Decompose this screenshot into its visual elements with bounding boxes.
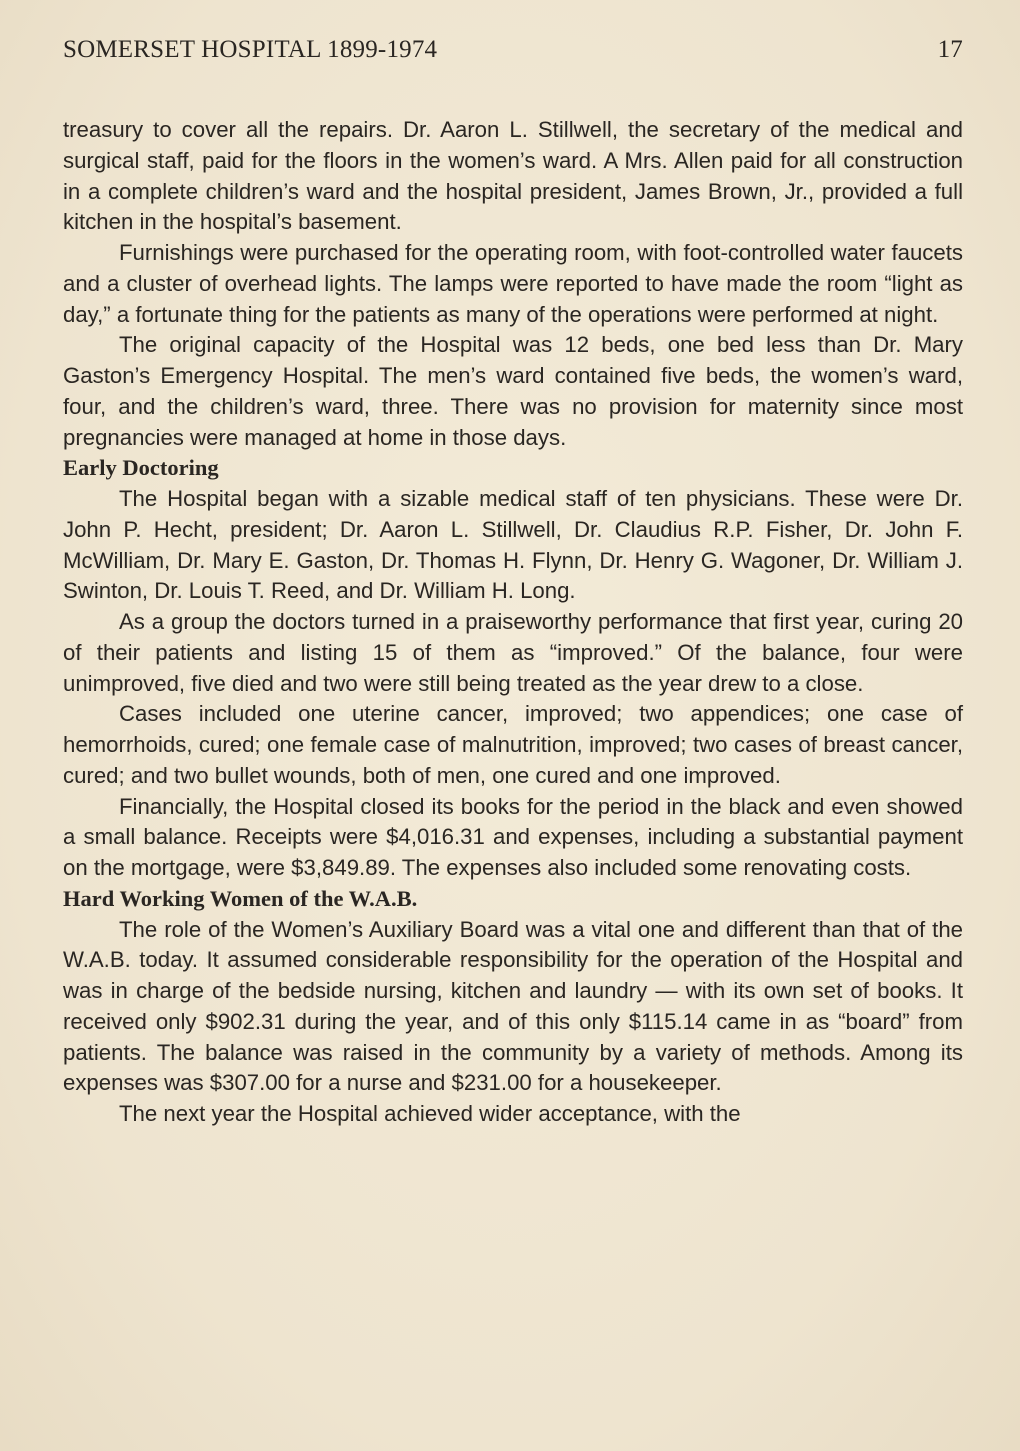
page-body	[63, 115, 963, 1130]
running-title: SOMERSET HOSPITAL 1899-1974	[63, 36, 438, 63]
paragraph: The next year the Hospital achieved wider acceptance, with the	[119, 1101, 741, 1126]
section-heading: Hard Working Women of the W.A.B.	[63, 885, 418, 911]
paragraph: treasury to cover all the repairs. Dr. Aaron L. Stillwell, the secretary of the medical and surgical staff, paid for the floors in the women’s ward. A Mrs. Allen paid for all construction in a complete children’s ward and the hospital president, James Brown, Jr., provided a full kitchen in the hospital’s basement.	[63, 117, 963, 235]
paragraph: The role of the Women’s Auxiliary Board was a vital one and different than that of the W.A.B. today. It assumed considerable responsibility for the operation of the Hospital and was in charge of the bedside nursing, kitchen and laundry — with its own set of books. It received only $902.31 during the year, and of this only $115.14 came in as “board” from patients. The balance was raised in the community by a variety of methods. Among its expenses was $307.00 for a nurse and $231.00 for a housekeeper.	[63, 916, 963, 1096]
paragraph: The original capacity of the Hospital was 12 beds, one bed less than Dr. Mary Gaston’s Emergency Hospital. The men’s ward contained five beds, the women’s ward, four, and the children’s ward, three. There was no provision for maternity since most pregnancies were managed at home in those days.	[63, 332, 963, 450]
page-number: 17	[937, 36, 963, 63]
paragraph: As a group the doctors turned in a praiseworthy performance that first year, curing 20 of their patients and listing 15 of them as “improved.” Of the balance, four were unimproved, five died and two were still being treated as the year drew to a close.	[63, 609, 963, 696]
paragraph: Furnishings were purchased for the operating room, with foot-controlled water faucets and a cluster of overhead lights. The lamps were reported to have made the room “light as day,” a fortunate thing for the patients as many of the operations were performed at night.	[63, 240, 963, 327]
running-header	[63, 36, 963, 70]
paragraph: Cases included one uterine cancer, improved; two appendices; one case of hemorrhoids, cured; one female case of malnutrition, improved; two cases of breast cancer, cured; and two bullet wounds, both of men, one cured and one improved.	[63, 701, 963, 788]
paragraph: The Hospital began with a sizable medical staff of ten physicians. These were Dr. John P. Hecht, president; Dr. Aaron L. Stillwell, Dr. Claudius R.P. Fisher, Dr. John F. McWilliam, Dr. Mary E. Gaston, Dr. Thomas H. Flynn, Dr. Henry G. Wagoner, Dr. William J. Swinton, Dr. Louis T. Reed, and Dr. William H. Long.	[63, 486, 963, 604]
section-heading: Early Doctoring	[63, 455, 219, 481]
paragraph: Financially, the Hospital closed its books for the period in the black and even showed a small balance. Receipts were $4,016.31 and expenses, including a substantial payment on the mortgage, were $3,849.89. The expenses also included some renovating costs.	[63, 793, 963, 880]
